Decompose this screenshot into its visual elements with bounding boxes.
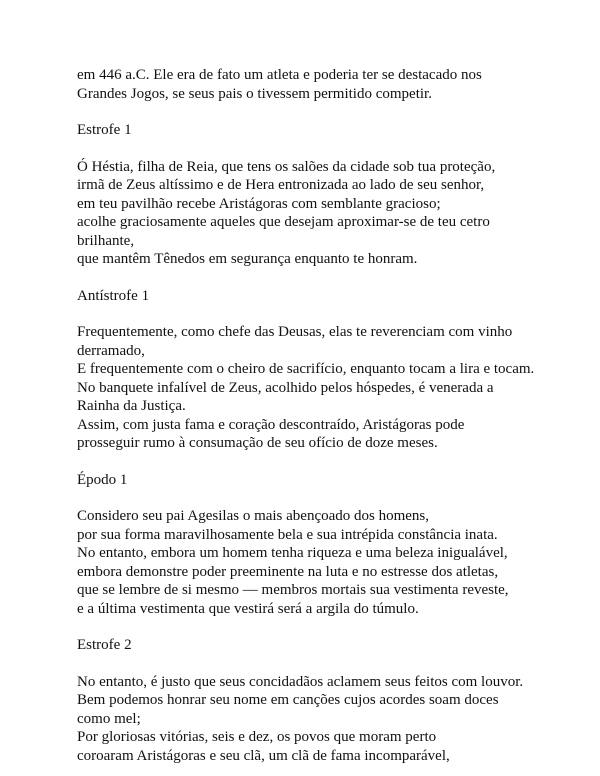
verse-line: brilhante, bbox=[77, 232, 135, 249]
verse-line: E frequentemente com o cheiro de sacrifício, enquanto tocam a lira e tocam. bbox=[77, 361, 535, 377]
verse-line: Frequentemente, como chefe das Deusas, elas te reverenciam com vinho bbox=[77, 324, 513, 340]
document-page bbox=[77, 66, 577, 765]
intro-line: Grandes Jogos, se seus pais o tivessem permitido competir. bbox=[77, 85, 432, 102]
verse-line: prosseguir rumo à consumação de seu ofício de doze meses. bbox=[77, 435, 438, 451]
section-heading: Épodo 1 bbox=[77, 471, 128, 488]
verse-line: Assim, com justa fama e coração descontraído, Aristágoras pode bbox=[77, 416, 465, 433]
stanza bbox=[77, 323, 577, 453]
verse-line: como mel; bbox=[77, 710, 141, 727]
verse-line: que se lembre de si mesmo — membros mortais sua vestimenta reveste, bbox=[77, 582, 509, 598]
verse-line: derramado, bbox=[77, 342, 145, 359]
verse-line: em teu pavilhão recebe Aristágoras com semblante gracioso; bbox=[77, 195, 441, 212]
verse-line: Ó Héstia, filha de Reia, que tens os salões da cidade sob tua proteção, bbox=[77, 158, 496, 175]
section-heading: Estrofe 1 bbox=[77, 122, 132, 138]
verse-line: acolhe graciosamente aqueles que desejam aproximar-se de teu cetro bbox=[77, 214, 490, 230]
verse-line: coroaram Aristágoras e seu clã, um clã de fama incomparável, bbox=[77, 747, 450, 764]
verse-line: No banquete infalível de Zeus, acolhido pelos hóspedes, é venerada a bbox=[77, 379, 494, 396]
verse-line: Bem podemos honrar seu nome em canções cujos acordes soam doces bbox=[77, 692, 499, 708]
intro-paragraph bbox=[77, 66, 577, 103]
verse-line: No entanto, embora um homem tenha riqueza e uma beleza inigualável, bbox=[77, 545, 508, 561]
verse-line: irmã de Zeus altíssimo e de Hera entronizada ao lado de seu senhor, bbox=[77, 177, 485, 193]
intro-line: em 446 a.C. Ele era de fato um atleta e poderia ter se destacado nos bbox=[77, 67, 482, 83]
stanza bbox=[77, 673, 577, 766]
verse-line: Considero seu pai Agesilas o mais abençoado dos homens, bbox=[77, 508, 430, 524]
verse-line: embora demonstre poder preeminente na luta e no estresse dos atletas, bbox=[77, 563, 499, 580]
stanza bbox=[77, 158, 577, 269]
stanza bbox=[77, 507, 577, 618]
verse-line: No entanto, é justo que seus concidadãos aclamem seus feitos com louvor. bbox=[77, 673, 524, 690]
section-heading: Antístrofe 1 bbox=[77, 287, 150, 304]
verse-line: e a última vestimenta que vestirá será a argila do túmulo. bbox=[77, 600, 419, 617]
verse-line: que mantêm Tênedos em segurança enquanto te honram. bbox=[77, 251, 418, 267]
verse-line: Por gloriosas vitórias, seis e dez, os povos que moram perto bbox=[77, 729, 437, 745]
verse-line: por sua forma maravilhosamente bela e sua intrépida constância inata. bbox=[77, 526, 498, 543]
verse-line: Rainha da Justiça. bbox=[77, 398, 186, 414]
section-heading: Estrofe 2 bbox=[77, 637, 132, 653]
